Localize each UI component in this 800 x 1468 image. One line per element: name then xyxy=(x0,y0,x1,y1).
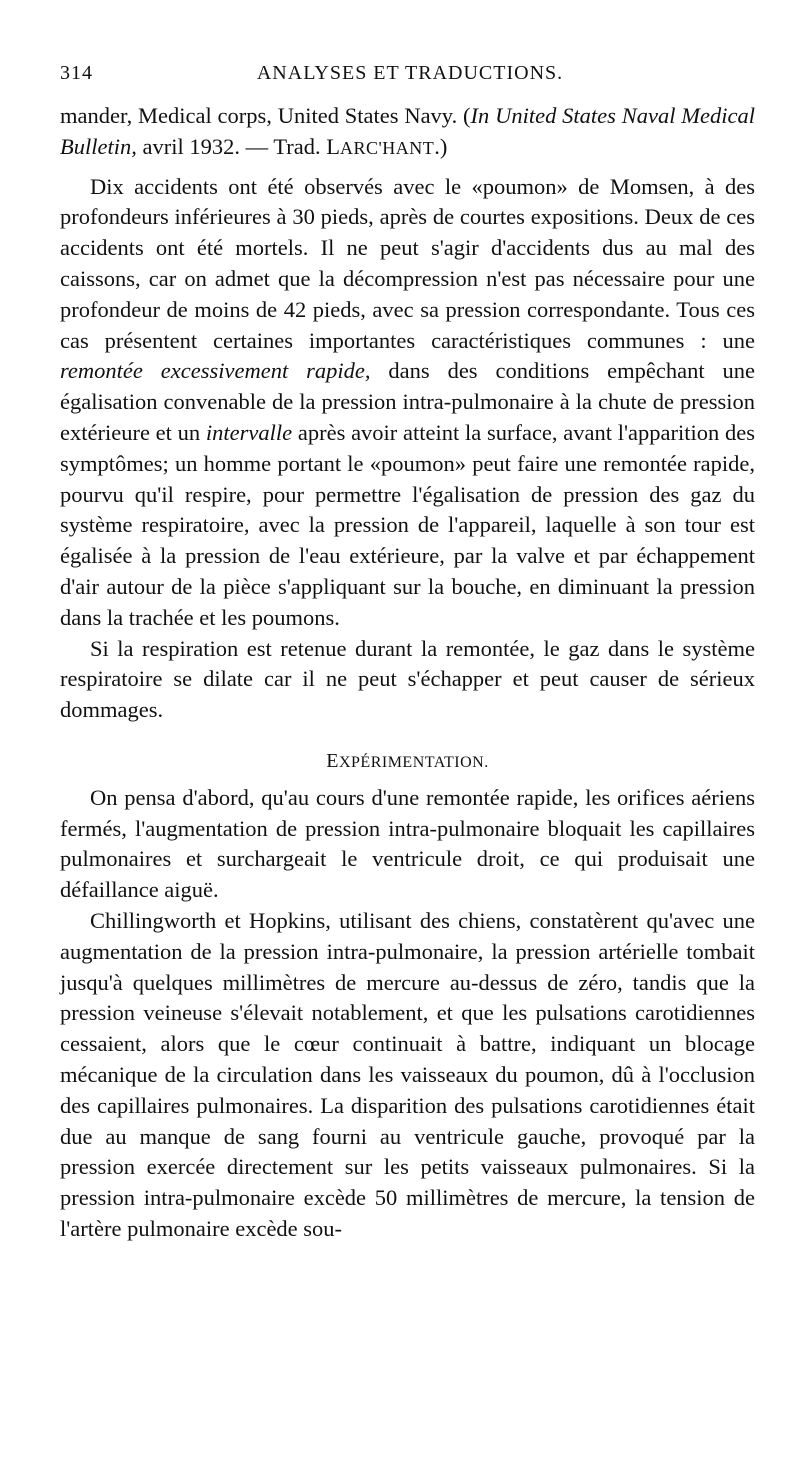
paragraph-1-text-b: dans des conditions empêchant une égalisation convenable de la pression intra-pulmonaire à la chute de pression extérieure et un xyxy=(60,358,755,445)
section-heading-rest: XPÉRIMENTATION. xyxy=(338,753,489,771)
citation-journal: In United States Naval Medical Bulletin, xyxy=(60,103,755,159)
citation-date: avril 1932. — Trad. L xyxy=(136,133,341,159)
page-number: 314 xyxy=(60,62,93,84)
section-heading xyxy=(60,746,755,779)
page-header xyxy=(60,62,760,92)
body-text xyxy=(60,101,755,1245)
paragraph-1-text-a: Dix accidents ont été observés avec le «poumon» de Momsen, à des profondeurs inférieures à 30 pieds, après de courtes expositions. Deux de ces accidents ont été mortels. Il ne peut s'agir d'accidents dus au mal des caissons, car on admet que la décompression n'est pas nécessaire pour une profondeur de moins de 42 pieds, avec sa pression correspondante. Tous ces cas présentent certaines importantes caractéristiques communes : une xyxy=(60,173,755,353)
running-title: ANALYSES ET TRADUCTIONS. xyxy=(256,62,564,84)
paragraph-3: On pensa d'abord, qu'au cours d'une remontée rapide, les orifices aériens fermés, l'augmentation de pression intra-pulmonaire bloquait les capillaires pulmonaires et surchargeait le ventricule droit, ce qui produisait une défaillance aiguë. xyxy=(60,784,755,903)
paragraph-1-emphasis-a: remontée excessivement rapide, xyxy=(60,358,371,384)
paragraph-1-text-c: après avoir atteint la surface, avant l'apparition des symptômes; un homme portant le «poumon» peut faire une remontée rapide, pourvu qu'il respire, pour permettre l'égalisation de pression des gaz du système respiratoire, avec la pression de l'appareil, laquelle à son tour est égalisée à la pression de l'eau extérieure, par la valve et par échappement d'air autour de la pièce s'appliquant sur la bouche, en diminuant la pression dans la trachée et les poumons. xyxy=(60,419,755,630)
paragraph-1-emphasis-b: intervalle xyxy=(205,419,293,445)
spacer xyxy=(60,164,755,172)
citation-translator: ARC'HANT xyxy=(340,137,435,158)
citation-paragraph xyxy=(60,101,755,164)
section-heading-initial: E xyxy=(326,749,339,772)
citation-suffix: .) xyxy=(434,133,448,159)
spacer xyxy=(60,726,755,746)
paragraph-4: Chillingworth et Hopkins, utilisant des chiens, constatèrent qu'avec une augmentation de la pression intra-pulmonaire, la pression artérielle tombait jusqu'à quelques millimètres de mercure au-dessus de zéro, tandis que la pression veineuse s'élevait notablement, et que les pulsations carotidiennes cessaient, alors que le cœur continuait à battre, indiquant un blocage mécanique de la circulation dans les vaisseaux du poumon, dû à l'occlusion des capillaires pulmonaires. La disparition des pulsations carotidiennes était due au manque de sang fourni au ventricule gauche, provoqué par la pression exercée directement sur les petits vaisseaux pulmonaires. Si la pression intra-pulmonaire excède 50 millimètres de mercure, la tension de l'artère pulmonaire excède sou- xyxy=(60,907,755,1241)
citation-prefix: mander, Medical corps, United States Navy. ( xyxy=(60,103,471,128)
paragraph-2: Si la respiration est retenue durant la remontée, le gaz dans le système respiratoire se dilate car il ne peut s'échapper et peut causer de sérieux dommages. xyxy=(60,635,755,723)
paragraph-1 xyxy=(60,172,755,634)
